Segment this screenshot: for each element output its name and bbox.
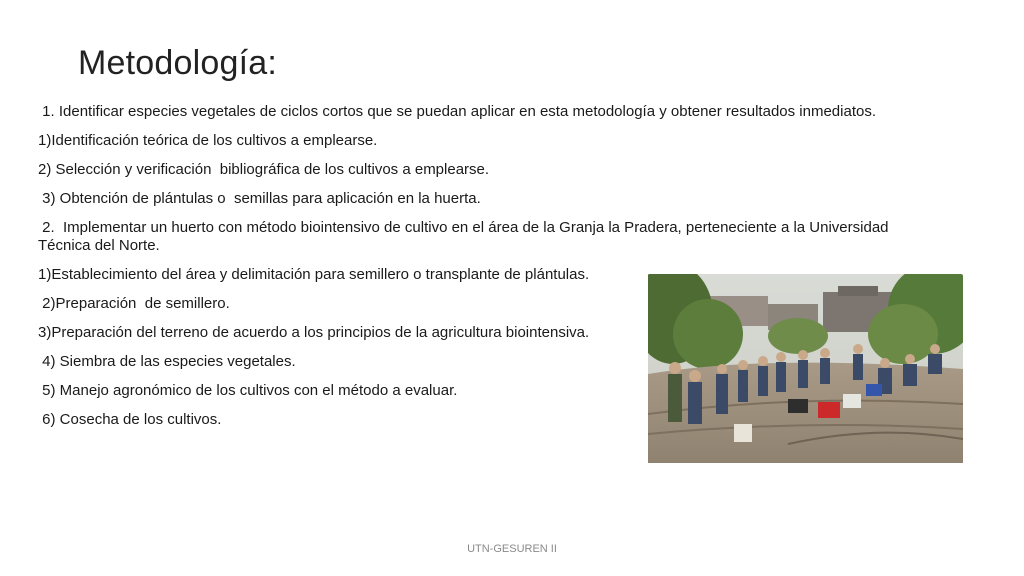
step-2-5: 5) Manejo agronómico de los cultivos con el método a evaluar. bbox=[38, 382, 458, 399]
step-2-1: 1)Establecimiento del área y delimitación para semillero o transplante de plántulas. bbox=[38, 266, 590, 283]
step-2-6: 6) Cosecha de los cultivos. bbox=[38, 411, 222, 428]
step-2-2: 2)Preparación de semillero. bbox=[38, 295, 230, 312]
step-1-2: 2) Selección y verificación bibliográfica de los cultivos a emplearse. bbox=[38, 161, 490, 178]
slide-title: Metodología: bbox=[78, 44, 277, 82]
step-1-3: 3) Obtención de plántulas o semillas para aplicación en la huerta. bbox=[38, 190, 481, 207]
step-2-4: 4) Siembra de las especies vegetales. bbox=[38, 353, 296, 370]
step-2-3: 3)Preparación del terreno de acuerdo a los principios de la agricultura biointensiva. bbox=[38, 324, 590, 341]
step-1-1: 1)Identificación teórica de los cultivos a emplearse. bbox=[38, 132, 378, 149]
footer-label: UTN-GESUREN II bbox=[467, 543, 557, 555]
field-work-photo bbox=[648, 274, 963, 463]
objective-2: 2. Implementar un huerto con método biointensivo de cultivo en el área de la Granja la Pradera, perteneciente a la Universidad Técnica del Norte. bbox=[38, 219, 893, 254]
objective-1: 1. Identificar especies vegetales de ciclos cortos que se puedan aplicar en esta metodología y obtener resultados inmediatos. bbox=[38, 103, 877, 120]
